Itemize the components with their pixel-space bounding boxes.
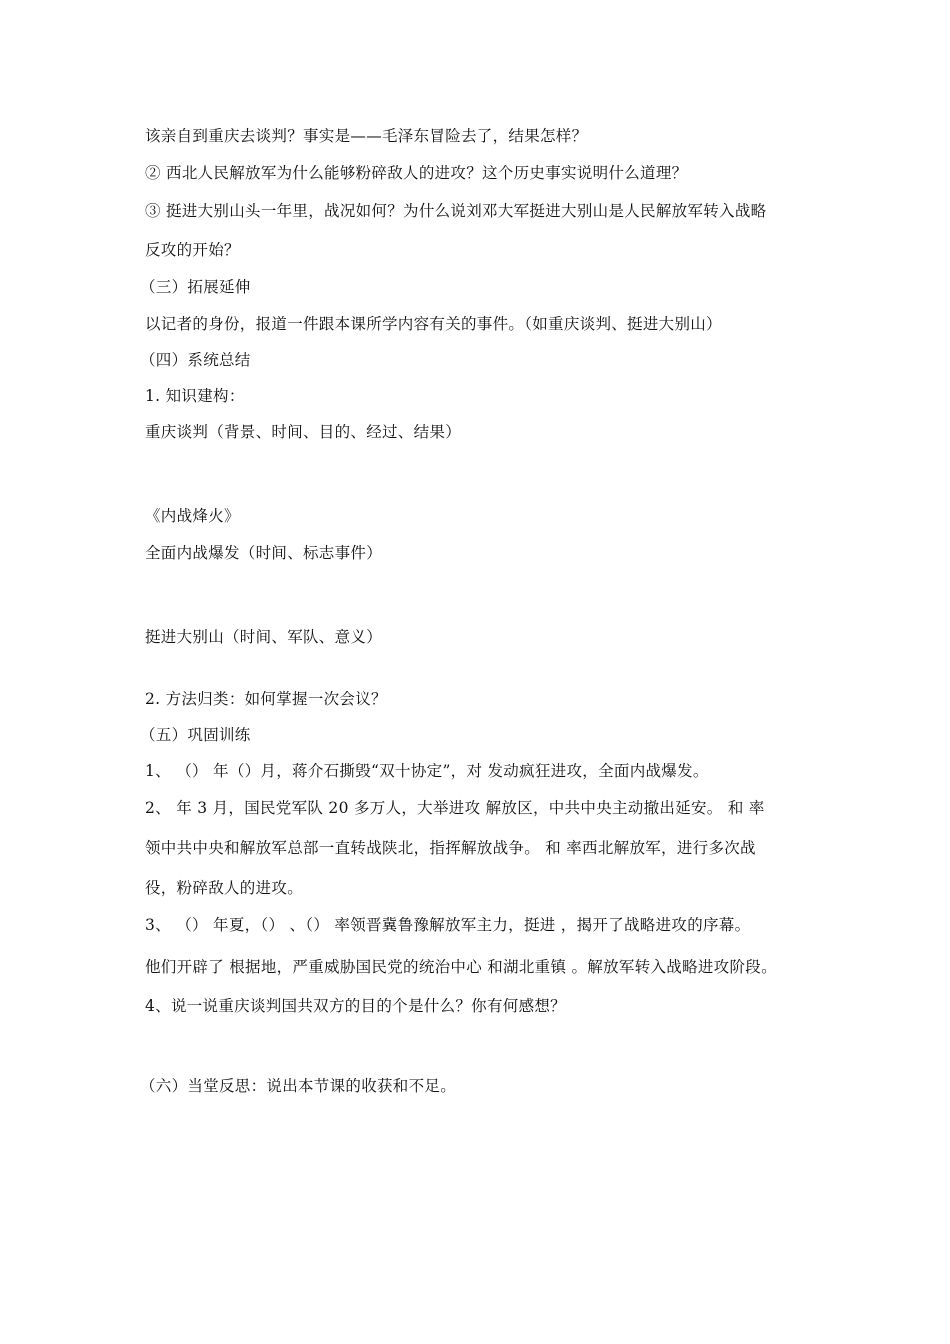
extension-task: 以记者的身份，报道一件跟本课所学内容有关的事件。（如重庆谈判、挺进大别山）: [145, 315, 722, 333]
question-3: ③ 挺进大别山头一年里，战况如何？为什么说刘邓大军挺进大别山是人民解放军转入战略: [145, 202, 767, 220]
exercise-3: 3、 （） 年夏，（） 、（） 率领晋冀鲁豫解放军主力，挺进 ，揭开了战略进攻的序幕。: [145, 916, 751, 934]
section-heading-summary: （四）系统总结: [140, 351, 251, 369]
exercise-2: 2、 年 3 月，国民党军队 20 多万人，大举进攻 解放区，中共中央主动撤出延安。 和 率: [145, 799, 765, 817]
question-2: ② 西北人民解放军为什么能够粉碎敌人的进攻？这个历史事实说明什么道理？: [145, 164, 688, 182]
question-1-continuation: 该亲自到重庆去谈判？事实是——毛泽东冒险去了，结果怎样？: [145, 127, 588, 145]
outline-title: 《内战烽火》: [145, 507, 240, 525]
section-heading-practice: （五）巩固训练: [140, 726, 251, 744]
section-heading-extension: （三）拓展延伸: [140, 278, 251, 296]
exercise-1: 1、 （） 年（）月，蒋介石撕毁“双十协定”，对 发动疯狂进攻，全面内战爆发。: [145, 762, 709, 780]
knowledge-construction-label: 1. 知识建构：: [145, 387, 245, 405]
question-3-continuation: 反攻的开始？: [145, 241, 240, 259]
outline-dabie-mountains: 挺进大别山（时间、军队、意义）: [145, 628, 383, 646]
exercise-2-continuation: 领中共中央和解放军总部一直转战陕北，指挥解放战争。 和 率西北解放军，进行多次战: [145, 839, 756, 857]
exercise-3-continuation: 他们开辟了 根据地，严重威胁国民党的统治中心 和湖北重镇 。解放军转入战略进攻阶段。: [145, 958, 777, 976]
exercise-2-end: 役，粉碎敌人的进攻。: [145, 879, 304, 897]
outline-chongqing-negotiation: 重庆谈判（背景、时间、目的、经过、结果）: [145, 423, 462, 441]
exercise-4: 4、说一说重庆谈判国共双方的目的个是什么？你有何感想？: [145, 997, 566, 1015]
outline-civil-war-outbreak: 全面内战爆发（时间、标志事件）: [145, 544, 383, 562]
section-heading-reflection: （六）当堂反思：说出本节课的收获和不足。: [140, 1077, 457, 1095]
method-summary: 2. 方法归类：如何掌握一次会议？: [145, 690, 387, 708]
